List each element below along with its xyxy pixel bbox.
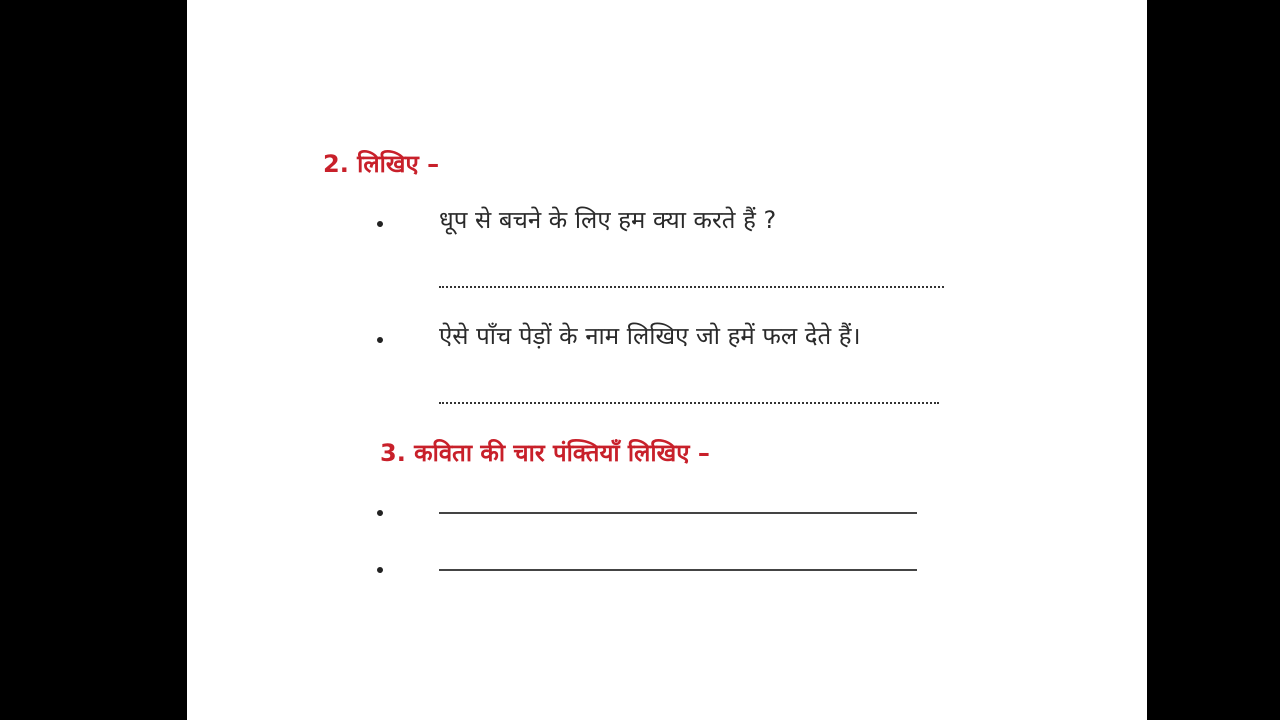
bullet-icon: [377, 337, 383, 343]
poem-line-2[interactable]: [439, 569, 917, 571]
section-3-heading: 3. कविता की चार पंक्तियाँ लिखिए –: [380, 439, 710, 467]
poem-line-1[interactable]: [439, 512, 917, 514]
question-1-text: धूप से बचने के लिए हम क्या करते हैं ?: [439, 206, 777, 234]
question-2-text: ऐसे पाँच पेड़ों के नाम लिखिए जो हमें फल देते हैं।: [439, 322, 861, 350]
answer-line-2[interactable]: [439, 402, 939, 404]
bullet-icon: [377, 510, 383, 516]
worksheet-page: [187, 0, 1147, 720]
bullet-icon: [377, 221, 383, 227]
answer-line-1[interactable]: [439, 286, 944, 288]
section-2-heading: 2. लिखिए –: [323, 150, 440, 178]
bullet-icon: [377, 567, 383, 573]
